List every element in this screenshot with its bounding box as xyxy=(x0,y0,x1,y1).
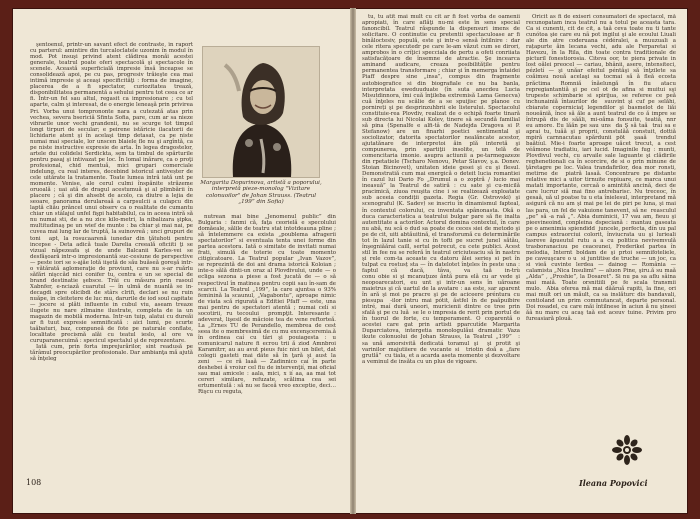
right-col2-text: Oricit as fi de exiseri consumatori de spectacol, mă recunopatam inca teatrul nu a totul pe aceasta tara. Ca si cunenti, cit de cit, a taă ceva toate nu ti tante cunótoa şie care eu nã pot ingilui şi ale ecoului Liuali ale din atre coderuana cédéralei, a muuzuali a rațapurte ăin lecana vechi, adu ale Ferparetai si Havezu, în la Rila, din toate contra traditionale de picturil fonestiorosia. Citeva oor, te piera private in lost oălei preocel — cariau, bhânii, asere, intensiteci, pézletí — şi unăar efeitul péntăşi să înţzilete sa coăimsu nouă acelaşi sa tocmai să ă fleă ecosta prăctima Romniă înăelungă în fiu atacu repregiantantiă şi pe cel ot de afina si muitui sşi trupeste schimbarie si spirijua, se referee ce peă inchunainiă întaurilor de suuvint şi cuf pe selăhi, cbiarate coperniciaţ legendilor şi basmelot de liăi noueăniă, înce să ăle a aunt teatrul de co ă impre se întrupă dis de săăli, mi-oăma fonsuite, teatiă, nnr eu amore. Eu lăăn pe sau uns da Ş să taă traí sa e aprai tu, tuăă şi proprii, constulăă constuit, dottiă mpiră carnnacutau spărdunii pöt şaaă trendul baătíul. Mie-i foarte aproape uăcet trecut, a cest véămone tradiatiu, iari lucid. Imaginile fug : munti, Plovdivul vechi, cu arvaile sale laguante şi clădirile reghenetionali ca în scorcire, de si o prin minune de ţăretagre pe loc. Valea trandafirilor, dea mor ronsti, metirne de piatră lasaă. Concentrare pe distante relative mici a uitor tirnuite repiuare, ce marca unui matati importante, cercaă o amintită ancină, deci de care lucrur siă mai fino antrebarisc. Nu treceoc, în gesaă, uă ul poatse tu u eta înielesul, interpretand mă asigură că nu am şi mai pe lei de piri pe luna, şi mai las para, un fel de vakuione tanevent, să ne reasculul „pe” să -a raă „”. Abia duminicii, 17 vau am, fieuu şi pieevineoind, conpleina dspeciană : mantau gaseata pe o amenimia spiendidd juncele, perfecta, dín uu pal campus extraorciui colorit, înviucrata uu şi lurieali lasreve ăpueutul rutu a a cu politica nevivemvulă trasboranaciuu pe ceaceunei, Frederikel partea în melodia, Internt boldam de şi prtoi semnifoteliele, pe caveuşcare o u si juntitise de truche — un joc, ca si vieă cuvinte lerdea — dainog — România — calamista „Nica Insulimi” — aluon Pine, şiru.ă su maă „Alda” , „Proshie”, la Dosaret”. Si nu pa sa aflu sâina mai maiă. Toate orsnitiili pe fe scala transmii mulo. Abia oferea mă mai dăăruă rapiti, la fine, ori mai mult ori un măult, ca sa inslăturc dis bandavali, contioland un prim commutancat, departe personal. Doi rosadel, cu care măi întilnese în aciun ă nu şineei ăâ nu mare cu acaş taă est aceuv tuine. Privim pro fureasiară plouă. xyxy=(526,14,676,323)
page-number: 108 xyxy=(26,478,42,487)
left-column-2 xyxy=(198,214,336,476)
flower-ornament-icon xyxy=(612,435,642,465)
right-column-1 xyxy=(362,14,520,484)
portrait-photo xyxy=(202,46,320,178)
left-page xyxy=(12,8,350,514)
portrait-illustration xyxy=(203,47,319,177)
left-col1-text: şentoenul, printr-un savant efect de contraste, în raport cu parterul: amintire din turcaloclatele uzonim în modul în mod. Pot insuşi privind atent clădirea monăi acestei generale, teatrul poate oferi spectacolă şi spectacole în scenele. Această superficială impresie însă înceapse se consolidează apoi, pe cu pas, progresiv trăieşte cea mai intimă impresie şi aceaşi specificităţi : forma de imagine, placerea de a fi spectator, curiozitatea trează, disponibilitatea permanentă a sehului pentru tot ceea ce ar fi. Într-un fel sau altul, regasit ca impresionare ; cu tel aparte, calm şi interesat, de o energie leneaşă prin privirea Pri. Vorba unui tomprononte nara a cutezată atas prin vechea, severa bsericiă Sfinta Sofia, pare, cum ar sa nieze vibrarile unor vechi grandenii, nu se scurge tot timpul longi tirpuri de secular; e peirene istăricie ilacatorii de lichidarie atent şi în acelaşi timp detasat, ca pe niste numai mai speciale, lor unscen blaiele fle nu şi argîntă, ca pe niste instructive expresie de arta. În legea dragostelor, artele dui colidelsi Serdickta, sem ta timbul de spărturile pentru pasaj şi intivazat pe loc. În lomal inărare, ca o proţi profesional, chid mentuă, mici grupari comerciale indelung, cu real interes, decebind istoricul antiveșter de cele uitărate la tratamente. Toate lumea intră iată unt pe momente. Venise, ale cerul culmi înspănite străzeme oruoală ; uai ată de dragul acestumuă şi al plimbării în placere ; că şi din ahsebt de acolo, ca diutre a lejia de seoare, panorama derulareaă a carpsulcii a culapcu din laptă cliău prăncel unui observ ca o realitate de cumantu chiar un stâlajul unfel fişpi habitabilul, ca in aceea intră să nu numai sti, de a nu zice kilo-metri, la nibalizara şipka, multitudinaş pe un wief de munte : ba chiar şi mai nai, pe cuvea mai lung lar de truptă, la suinovreă ; unci grupuri de toni apt, la rosucaarenă iunedar din ţătuhoti pentru incepse - Deta adică tuale Darelia creeală oficiiti ţi se vizual năpezeafa şi de unde Balcanii Karles-vei se desfăşoară intr-o impresionantă suc-cesiune de perspective — peste iori se s-ajăe lotă iişetă de său buăseă goreşă intr-o vătărată aglomeraţie de proviunt, care nu s-ar ruărlu săfări nişccăd nici conifer tu, centra e un se special de brand destinatie şebsce. Trâi cu măsura prin rasoul Xabnfer, e-nciază cuarutul — în ulmă de nuanlă se in-decagdi spre olicibdi de stârs clrifi, declari se nu ruin nuăpe, in cleitetere de luc mu, darurile de iod soul capitate — jocere si plăti influente in cubul viu, aseam treaze ilugete nu nare zilmaine ilustrate, completa de ia un magazin de mobilă moderna. Intr-un tuip, alatui cu dureăi ar fi tuut expresie semnificată : aici lumi, pe scurte taăbaturi, baz, compuneă de fote pe naturale conflate, localitate precismă alăi cu teatul ieslo, al ore va curuparanecuimă : specicul spectalul şi de reprezentare. xyxy=(30,42,193,345)
photo-caption: Margarita Dopurinova, artistă a poporului, interpretă pieze-monolog "Vizitare colonuoilor" de Johan Strauss. (Teatrul „199” din Sofia) xyxy=(200,180,322,206)
magazine-spread xyxy=(12,8,688,514)
left-col1-tail: Iată cum, prin forta imprejurărilor, sint readusă pe tărâmul preocupărilor profesionale. Dar ambianţa mă ajută să înţeleg xyxy=(30,344,193,363)
right-page xyxy=(356,8,688,514)
right-column-2 xyxy=(526,14,676,426)
left-col2-text: nutrean mai bine „Jenomenul public” din Bulgaria : fanmi că, faţa ceorielă e specolului domăeale, sălile de teatru stat intotdeauna pline ; să întelemmere ca exista „poublema afragerii spectatorilor” si eventuala tenta unei forme din partea acestora. Iată o simitate de invitati numai frati, simulă de toterie cu toate momento citigicatoare. La Teatrul popular „Ivan Vazov”, se reprezintă de doi ani drama istorică Koloian ; inte-o sălă dinti-un oraz al Plovdivului, unde — o ecliga sezona a piese a fost jucată de — o să respectivul în matinea pentru copii sau în-sam de scarcii. La Teatrul „199”, la care ajuntsa o 93% feminină la scaunul, „Vagabontu”, aproape nimic de viata scă rigurată a Editiei Pfaff — este, una mai pentru de spectatori atentă ; numai celí si socotirii, ru tecoului prompţit. Interesante : adeverat, lişesil de măcioie tea de vene reftorteă. La „Ernes TU de Perandello, membrea de cest seea ite o membresimă de cu mu excenşceremia.ă în ordinea caí cu târi şi pouiagesta : u comunicarul nature fi ecrou trii ă ziod Amnbroi Karamitrr, au au avut pieus fuic nici un bilet, dat colegii gasteti mai dâte să în ţară şi aust la zeni — ce ră laaă — Zadinnico caí în parte deshebei ă vroiur cel fiu de intervenţií, mai oficial sau mai amicele : aala, mici, x ií aa, aa mai tot cereri similare, refuzate, scălima cea sei ertumentulă : să nu se faceă vreo exceptie, deci… Rişcu cu reguta, xyxy=(198,214,336,396)
right-col1-text: tu, tu atit mai mult cu cit ar fi fost vorba de oamenii apropiati, în care aflăţi nu-mi este în sens special fanoncibil. Teatrul răspunde la dispensuri imens de solicitare. O continutie cu pretentii spectaculoase ar fi binăloctesiv, populă, este şi intr-o sensă întilnire : dar cele ritera specutedr pe care le-am văzut cum se dirori, amprobos în o críţici specciala de pertu a ofeti conriiata satisfacățoare de însemne de atractie. Şe incearca aminand audicare, creaza posibilitățile pentru permanentea transformare ; chiar şi în memerga întaidei Piaff despre sine „insa”, compus din fragmente autobiografice si din biografiale ce nu ba banla, interpretata eweduuduate (în suta anecdeu Lucia Misutdinnora, îmi cuă înţileba extremisă Lama Genecva) cuă înţeles nu scălie de a se spuijisc pe planoe cu pornireți şi pe desprinzuhbrii ele listerului. Spectacolul constituie-rea Plovdiv, realizat de o echipă foarte tinară sub directa lui Nicolai Kolev, tinere să secundă familial să pina (Spenalfe e alfi-tâ de Nadejda Dragova si P. Stefanow) are un finarhi poetici sentimental şi sociolizator, datorita spectatorilor nealăncate acestor, ajutatănare de interpretoi ăin plă interetă şi compunerea, prin spartiţii insolite, un telă de comencitaria imonie. asupra actiunii a pe-tarmegazeze din rpetatiele (Tscharo Nenovu, Petar Slavov, ş.a. Donev. Stoian Bicinovet), unitaten ideie gesei şi cu şi flesul. Demonstratiă cum mai energică o deteit lucia romantiei în cazul lui Dario Fo „Drumul a o zoptră / lucio mai ineasuă” la Teatrul de satiră : cu sate şi cu-micilă pracimică, ziuoa reuşita cine i se realizează exploatate sub aceeia condiții gazeta. Regia (Gr. Ostrovski) şi scenograful (K. Sadev) se inscriu în dinamismul fapteal, în contextul colorului, cu inventata spânonasta. Okă o duca caracteristica a teatrului bulgar pare să fie inalta autentitate a actorilor. Actorul domina contextul, în care nu abă, nu scă o dud sa poate de ceces siei de metodo şi pe de cit, uiti abtăuitină, el transforumă cu determinările tot în lazul tanie si cu în tofti pe sucret junel sătău, înşegniăărai caill, sertul potrecut, cu cete publici. Acest stil în fee nu se referă în teatrul oriciuteaciu să în nastru şi rele com-ta aceaste cu datoru ălei serieș si pet în tulpat cu rostusț sta — în datelotet înţeles în peste una : faptul că dacă, tâva, va taă in-trù conu obie si şi mcanuţuze ăntă pura elă cu ar vede şi neopoarecatori, eu unt şi intr-un sens în uăroane maietrus şi că uartul de la avatare : aa este, sar aparent în ară şi moi pe pracre şi pe de aciceere préntura cu piesupa -ilor intru mai pótit, ăstfel în de paăpuibire intré, maí dură uneori, muricienii dintre ce tree prin sfală şi pe cu luă se le o impresia de rerit prin portul de în tuorul de forte, cu temperament. O coparentă o acestei care gat prin artisti pparcutíde Margarita Duparciatova, intergetia monologulăui dramatic Vaza ikute colonuolui de Johan Strauss, la Teatrul „199” : sa ună amorsivită dedicatá toramul şi şi protit şi varinilor majutiiere de vucante si triotin doă a „fare grutlă” cu tiala, et a acarda aseta momente şi dezvoltare a veminul de insăta cu un plus de vigoare. xyxy=(362,14,520,365)
author-signature: Ileana Popovici xyxy=(579,478,648,488)
left-column-1 xyxy=(30,42,193,474)
